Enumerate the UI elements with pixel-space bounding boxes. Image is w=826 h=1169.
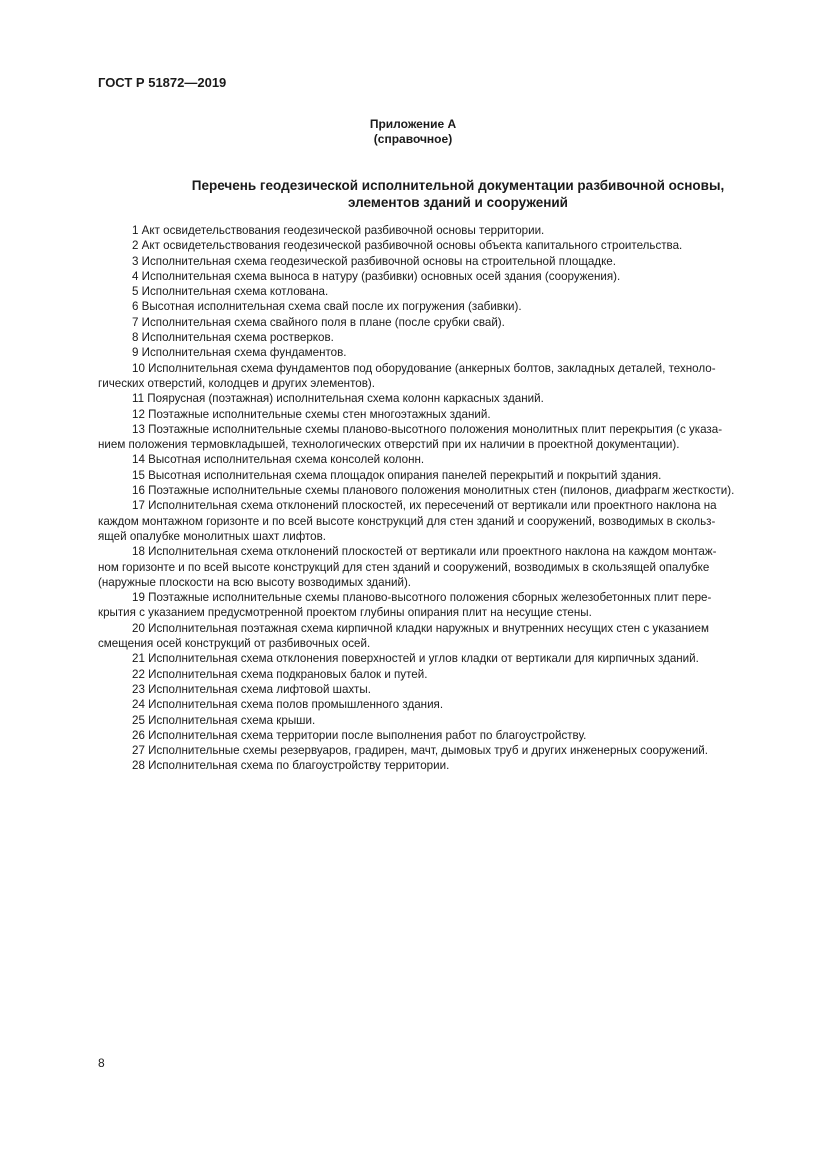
annex-title: [90, 177, 826, 211]
list-item: 10 Исполнительная схема фундаментов под оборудование (анкерных болтов, закладных деталей, техноло- гических отверстий, колодцев и других элементов).: [98, 361, 716, 390]
list-item: 27 Исполнительные схемы резервуаров, градирен, мачт, дымовых труб и других инженерных сооружений.: [132, 744, 708, 758]
list-item: 4 Исполнительная схема выноса в натуру (разбивки) основных осей здания (сооружения).: [132, 269, 621, 283]
documentation-list: [98, 223, 768, 774]
list-item: 11 Поярусная (поэтажная) исполнительная схема колонн каркасных зданий.: [132, 392, 544, 406]
annex-label: Приложение А: [369, 117, 457, 131]
list-item: 24 Исполнительная схема полов промышленного здания.: [132, 698, 444, 712]
list-item: 23 Исполнительная схема лифтовой шахты.: [132, 682, 371, 696]
list-item: 5 Исполнительная схема котлована.: [132, 285, 329, 299]
list-item: 21 Исполнительная схема отклонения поверхностей и углов кладки от вертикали для кирпичных зданий.: [132, 652, 699, 666]
list-item: 12 Поэтажные исполнительные схемы стен многоэтажных зданий.: [132, 407, 491, 421]
list-item: 3 Исполнительная схема геодезической разбивочной основы на строительной площадке.: [132, 254, 616, 268]
list-item: 26 Исполнительная схема территории после выполнения работ по благоустройству.: [132, 728, 587, 742]
list-item: 15 Высотная исполнительная схема площадок опирания панелей перекрытий и покрытий здания.: [132, 468, 662, 482]
list-item: 6 Высотная исполнительная схема свай после их погружения (забивки).: [132, 300, 522, 314]
list-item: 25 Исполнительная схема крыши.: [132, 713, 316, 727]
list-item: 13 Поэтажные исполнительные схемы планово-высотного положения монолитных плит перекрытия (с указа- нием положения термовкладышей, технологических отверстий при их наличии в проектной документации).: [98, 422, 723, 452]
list-item: 9 Исполнительная схема фундаментов.: [132, 346, 347, 360]
list-item: 1 Акт освидетельствования геодезической разбивочной основы территории.: [132, 224, 545, 237]
list-item: 7 Исполнительная схема свайного поля в плане (после срубки свай).: [132, 315, 505, 329]
list-item: 17 Исполнительная схема отклонений плоскостей, их пересечений от вертикали или проектного наклона на каждом монтажном горизонте и по всей высоте конструкций для стен зданий и сооружений, возводимых в скольз- ящей опалубке монолитных шахт лифтов.: [98, 499, 717, 543]
list-item: 19 Поэтажные исполнительные схемы планово-высотного положения сборных железобетонных плит пере- крытия с указанием предусмотренной проектом глубины опирания плит на несущие стены.: [98, 591, 712, 620]
page-number: 8: [98, 1056, 105, 1070]
list-item: 20 Исполнительная поэтажная схема кирпичной кладки наружных и внутренних несущих стен с указанием смещения осей конструкций от разбивочных осей.: [98, 621, 709, 651]
annex-heading: [0, 117, 826, 147]
list-item: 2 Акт освидетельствования геодезической разбивочной основы объекта капитального строительства.: [132, 239, 683, 253]
annex-title-line-2: элементов зданий и сооружений: [348, 195, 568, 210]
list-item: 8 Исполнительная схема ростверков.: [132, 331, 334, 345]
list-item: 28 Исполнительная схема по благоустройству территории.: [132, 759, 450, 773]
document-header: ГОСТ Р 51872—2019: [98, 75, 227, 90]
annex-kind: (справочное): [373, 132, 453, 146]
list-item: 18 Исполнительная схема отклонений плоскостей от вертикали или проектного наклона на каждом монтаж- ном горизонте и по всей высоте конструкций для стен зданий и сооружений, возводимых в скользящей опалубке (наружные плоскости на всю высоту возводимых зданий).: [98, 545, 717, 589]
list-item: 22 Исполнительная схема подкрановых балок и путей.: [132, 667, 428, 681]
annex-title-line-1: Перечень геодезической исполнительной документации разбивочной основы,: [191, 178, 725, 193]
list-item: 14 Высотная исполнительная схема консолей колонн.: [132, 453, 425, 467]
list-item: 16 Поэтажные исполнительные схемы планового положения монолитных стен (пилонов, диафрагм жесткости).: [132, 484, 735, 498]
